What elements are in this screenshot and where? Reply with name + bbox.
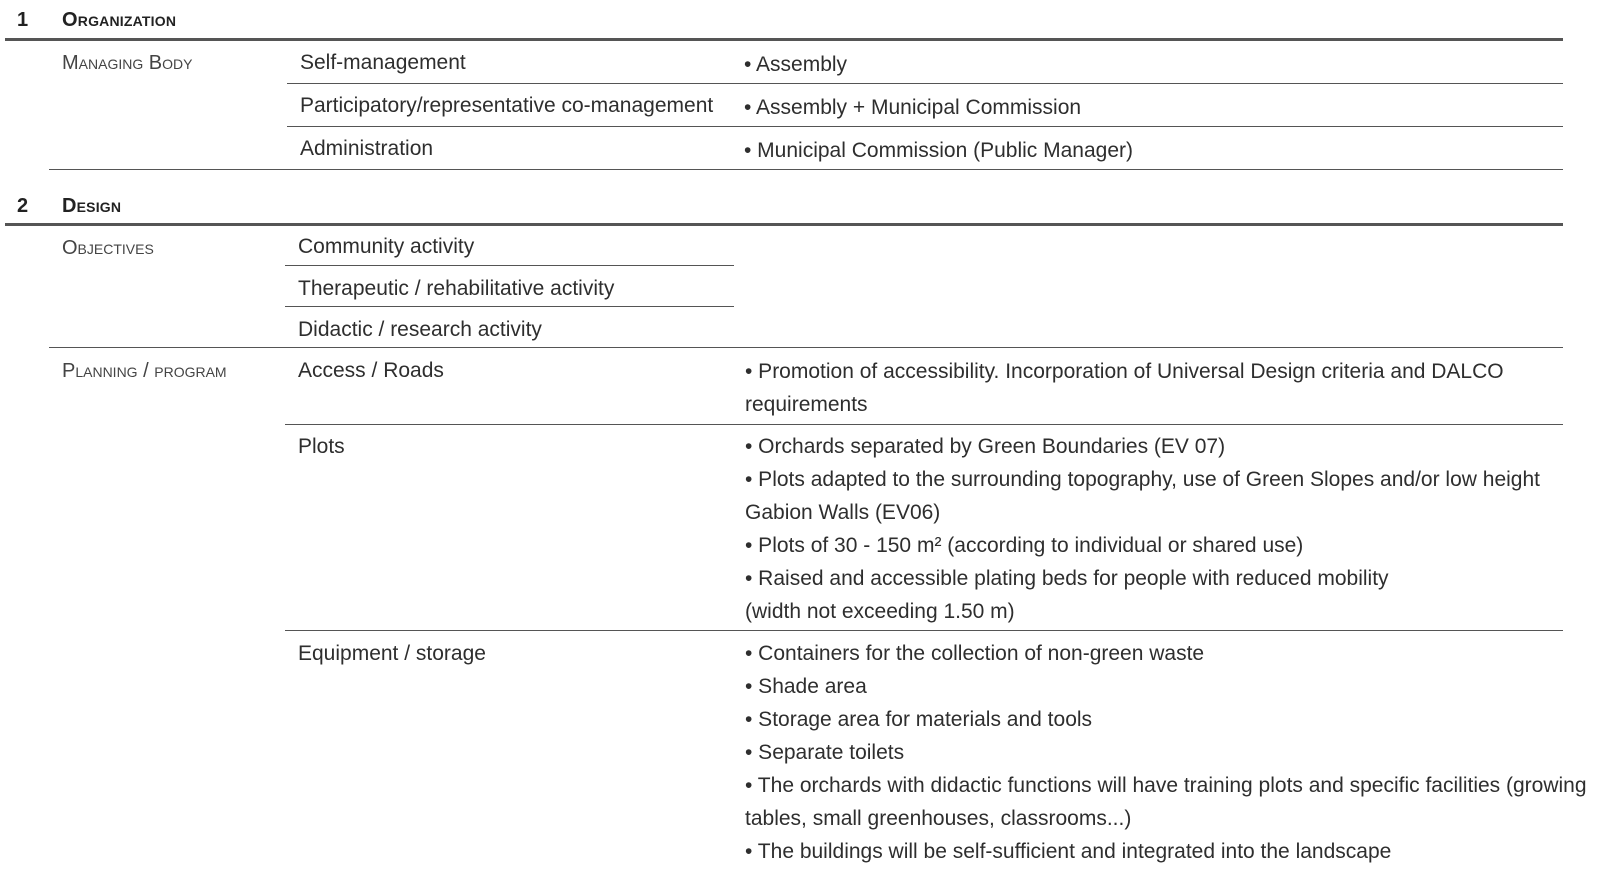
value-line: • The orchards with didactic functions will have training plots and specific facilities (growing [745,774,1587,797]
category-planning-program: Planning / program [62,360,227,382]
row-value-municipal-commission: • Municipal Commission (Public Manager) [744,139,1133,162]
row-value-equipment-storage [745,637,1587,868]
row-divider [285,265,734,266]
value-line: • Containers for the collection of non-green waste [745,642,1205,665]
section-divider [5,38,1563,41]
value-line: (width not exceeding 1.50 m) [745,600,1015,623]
row-value-access-roads [745,355,1565,421]
row-divider [285,424,1563,425]
section-divider [5,223,1563,226]
section-title-design: Design [62,195,122,217]
row-item-administration: Administration [300,137,434,160]
section-number: 1 [17,9,29,31]
row-divider [287,83,1563,84]
value-line: • Orchards separated by Green Boundaries (EV 07) [745,435,1226,458]
value-line: • The buildings will be self-sufficient and integrated into the landscape [745,840,1392,863]
value-line: • Plots of 30 - 150 m² (according to individual or shared use) [745,534,1304,557]
row-item-plots: Plots [298,435,345,458]
row-item-self-management: Self-management [300,51,466,74]
value-line: • Storage area for materials and tools [745,708,1093,731]
value-line: • Raised and accessible plating beds for people with reduced mobility [745,567,1389,590]
section-title-organization: Organization [62,9,177,31]
value-line: • Plots adapted to the surrounding topography, use of Green Slopes and/or low height [745,468,1540,491]
objective-therapeutic-activity: Therapeutic / rehabilitative activity [298,277,615,300]
value-line: tables, small greenhouses, classrooms...) [745,807,1132,830]
category-objectives: Objectives [62,237,154,259]
objective-community-activity: Community activity [298,235,475,258]
row-value-plots [745,430,1565,628]
category-divider [49,347,1563,348]
value-line: requirements [745,393,868,416]
row-divider [285,306,734,307]
row-divider [285,630,1563,631]
row-item-equipment-storage: Equipment / storage [298,642,486,665]
row-item-access-roads: Access / Roads [298,359,444,382]
row-value-assembly: • Assembly [744,53,848,76]
row-value-assembly-commission: • Assembly + Municipal Commission [744,96,1082,119]
value-line: • Promotion of accessibility. Incorporation of Universal Design criteria and DALCO [745,360,1504,383]
value-line: Gabion Walls (EV06) [745,501,941,524]
row-item-co-management: Participatory/representative co-management [300,94,714,117]
value-line: • Separate toilets [745,741,905,764]
row-divider [287,126,1563,127]
objective-didactic-activity: Didactic / research activity [298,318,542,341]
category-divider [49,169,1563,170]
category-managing-body: Managing Body [62,52,193,74]
value-line: • Shade area [745,675,867,698]
section-number: 2 [17,195,29,217]
